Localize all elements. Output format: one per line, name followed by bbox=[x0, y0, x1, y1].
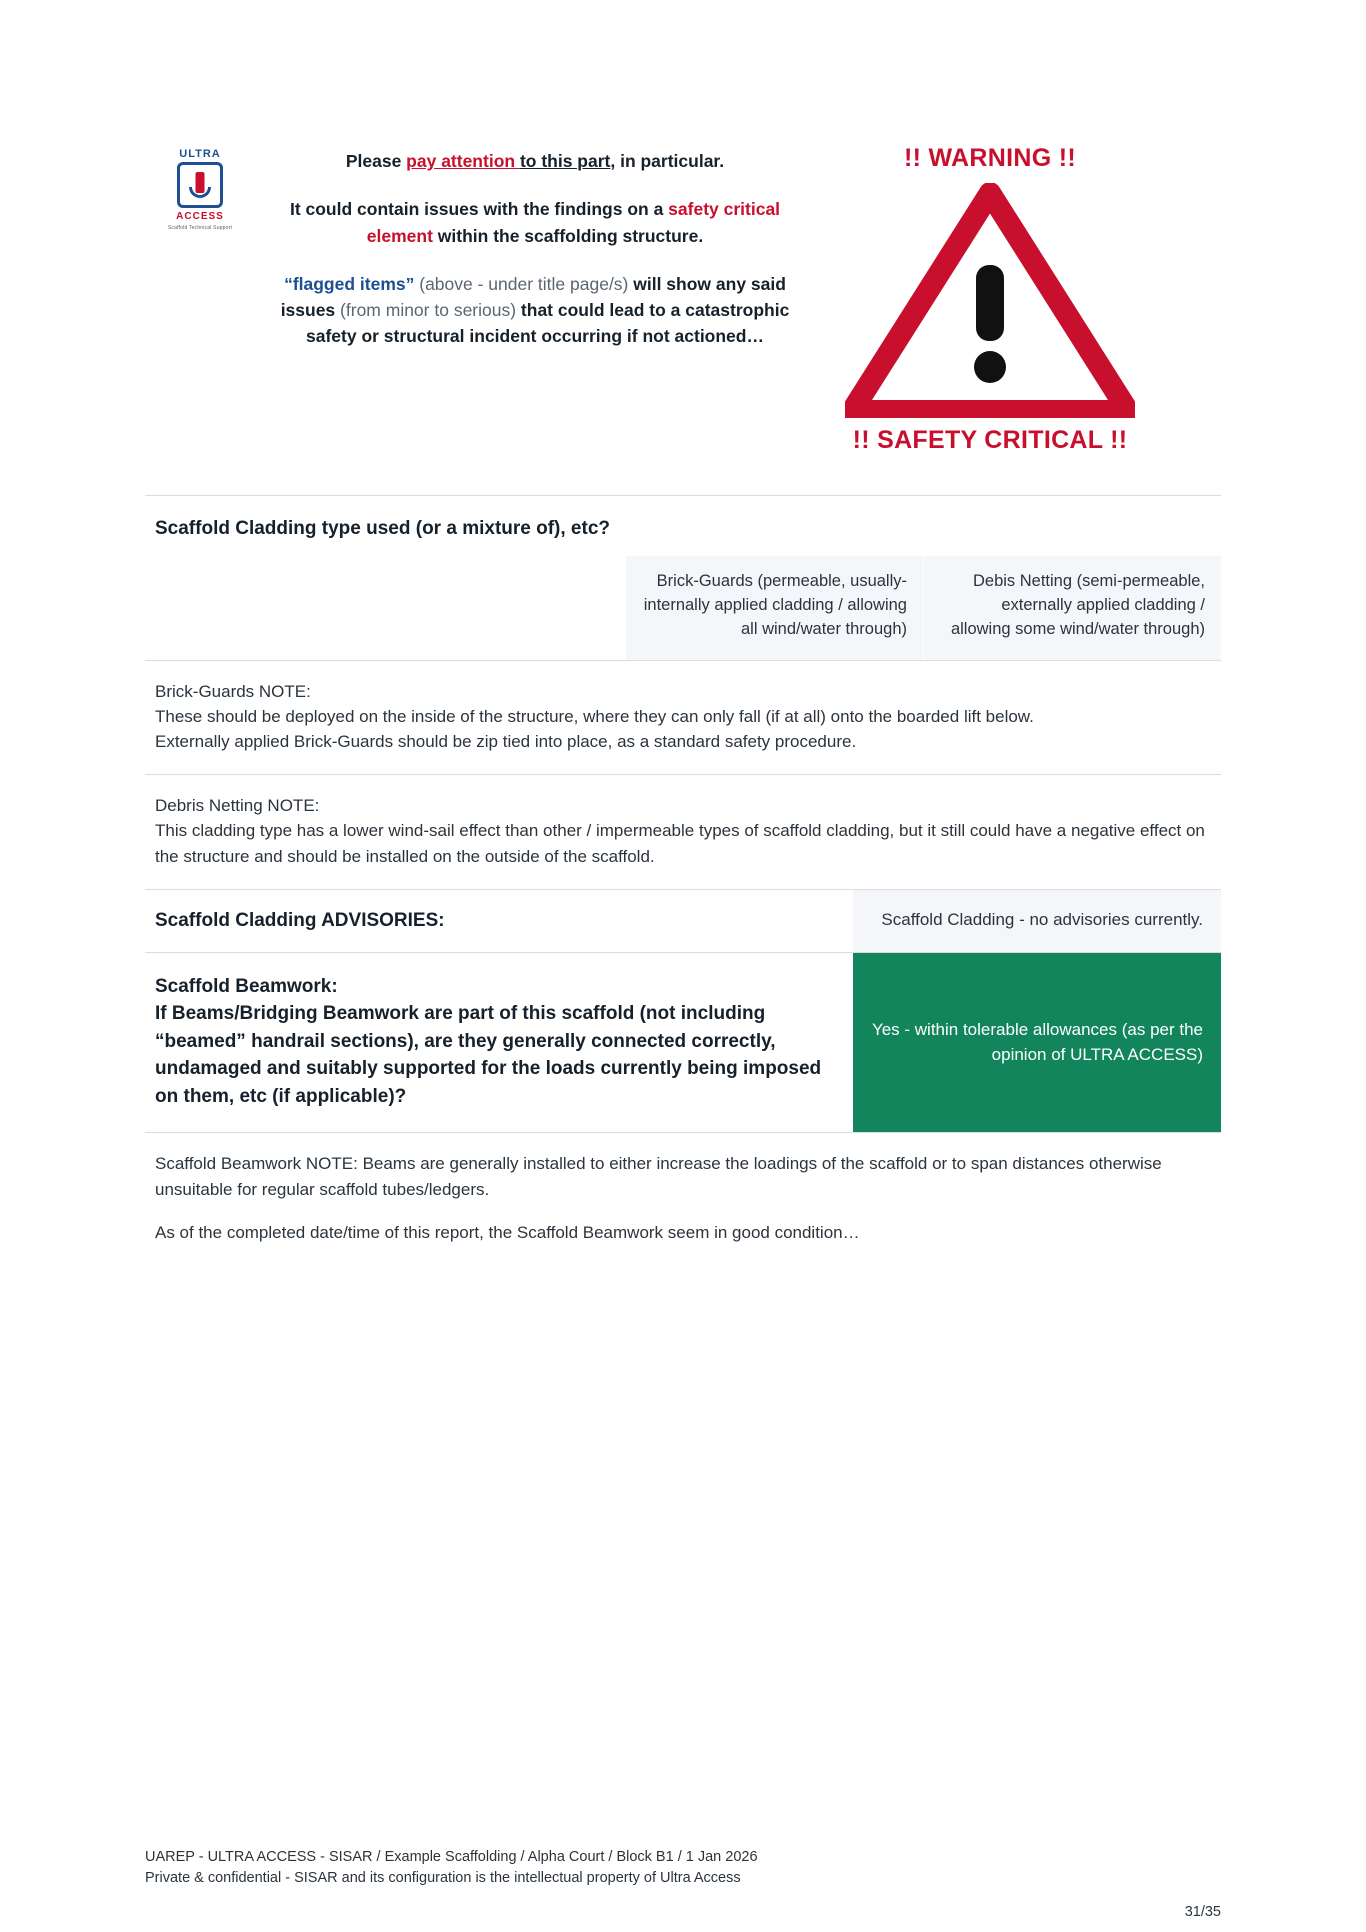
brickguards-note bbox=[145, 661, 1221, 774]
warning-p1-b: pay attention bbox=[406, 151, 520, 171]
warning-sign bbox=[825, 140, 1155, 455]
scaffold-beamwork-note-body: Beams are generally installed to either increase the loadings of the scaffold or to span distances otherwise unsuitable for regular scaffold tubes/ledgers. bbox=[155, 1154, 1162, 1199]
footer-line-2: Private & confidential - SISAR and its configuration is the intellectual property of Ultra Access bbox=[145, 1870, 741, 1887]
cladding-question: Scaffold Cladding type used (or a mixture of), etc? bbox=[155, 518, 610, 539]
warning-paragraph-3 bbox=[275, 271, 795, 350]
logo-bottom-text: ACCESS bbox=[176, 211, 224, 222]
warning-banner bbox=[145, 0, 1221, 495]
scaffold-beamwork-answer-text: Yes - within tolerable allowances (as per the opinion of ULTRA ACCESS) bbox=[871, 1019, 1203, 1064]
logo-column bbox=[145, 140, 255, 231]
warning-paragraph-1 bbox=[275, 148, 795, 174]
cladding-option-debisnetting: Debis Netting (semi-permeable, externally applied cladding / allowing some wind/water through) bbox=[923, 556, 1221, 660]
warning-p3-a: “flagged items” bbox=[284, 273, 415, 294]
warning-p3-c: will show any said issues bbox=[280, 273, 786, 320]
warning-p3-e: that could lead to a catastrophic safety or structural incident occurring if not actioned… bbox=[306, 300, 790, 347]
scaffold-beamwork-question-text: If Beams/Bridging Beamwork are part of this scaffold (not including “beamed” handrail sections), are they generally connected correctly, undamaged and suitably supported for the loads currently being imposed on them, etc (if applicable)? bbox=[155, 1003, 822, 1107]
cladding-option-brickguards: Brick-Guards (permeable, usually-internally applied cladding / allowing all wind/water through) bbox=[625, 556, 923, 660]
brickguards-note-body2: Externally applied Brick-Guards should be zip tied into place, as a standard safety procedure. bbox=[155, 732, 857, 752]
logo-mark-icon bbox=[177, 162, 223, 208]
warning-title: !! WARNING !! bbox=[904, 144, 1076, 172]
warning-p1-c: to this part bbox=[519, 151, 611, 171]
logo-top-text: ULTRA bbox=[179, 148, 221, 160]
warning-p1-a: Please bbox=[345, 151, 407, 171]
logo-tagline: Scaffold Technical Support bbox=[167, 225, 233, 231]
page-footer bbox=[145, 1847, 1221, 1891]
cladding-options-row bbox=[145, 556, 1221, 660]
scaffold-beamwork-title: Scaffold Beamwork: bbox=[155, 975, 338, 997]
scaffold-beamwork-note bbox=[145, 1132, 1221, 1244]
warning-paragraph-2 bbox=[275, 196, 795, 249]
scaffold-beamwork-answer bbox=[853, 953, 1221, 1133]
warning-p2-b: safety critical element bbox=[366, 199, 781, 246]
scaffold-beamwork-note-title: Scaffold Beamwork NOTE: bbox=[155, 1154, 358, 1174]
warning-triangle-icon bbox=[845, 183, 1135, 418]
cladding-advisories-row bbox=[145, 889, 1221, 952]
cladding-advisories-value: Scaffold Cladding - no advisories currently. bbox=[853, 890, 1221, 952]
page-number: 31/35 bbox=[1184, 1904, 1221, 1920]
brickguards-note-title: Brick-Guards NOTE: bbox=[155, 681, 311, 701]
brickguards-note-body: These should be deployed on the inside of the structure, where they can only fall (if at all) onto the boarded lift below. bbox=[155, 706, 1034, 726]
warning-p2-c: within the scaffolding structure. bbox=[432, 225, 704, 246]
scaffold-beamwork-question bbox=[145, 953, 853, 1133]
ultra-access-logo bbox=[163, 148, 237, 231]
footer-line-1: UAREP - ULTRA ACCESS - SISAR / Example Scaffolding / Alpha Court / Block B1 / 1 Jan 2026 bbox=[145, 1848, 758, 1865]
warning-p3-b: (above - under title page/s) bbox=[414, 273, 634, 294]
note-spacer bbox=[155, 1202, 1211, 1220]
warning-p3-d: (from minor to serious) bbox=[340, 300, 517, 320]
warning-p2-a: It could contain issues with the findings on a bbox=[289, 199, 669, 220]
debris-note-body: This cladding type has a lower wind-sail effect than other / impermeable types of scaffold cladding, but it still could have a negative effect on the structure and should be installed on the outside of the scaffold. bbox=[155, 821, 1205, 866]
debris-note-title: Debris Netting NOTE: bbox=[155, 796, 320, 816]
debris-note bbox=[145, 775, 1221, 888]
scaffold-beamwork-row bbox=[145, 952, 1221, 1133]
warning-p1-d: , in particular. bbox=[610, 151, 725, 171]
warning-footer: !! SAFETY CRITICAL !! bbox=[852, 426, 1128, 454]
cladding-row-spacer bbox=[145, 556, 625, 660]
cladding-advisories-label: Scaffold Cladding ADVISORIES: bbox=[155, 909, 445, 931]
scaffold-beamwork-note-body2: As of the completed date/time of this report, the Scaffold Beamwork seem in good condition… bbox=[155, 1222, 860, 1242]
warning-text bbox=[255, 140, 825, 372]
